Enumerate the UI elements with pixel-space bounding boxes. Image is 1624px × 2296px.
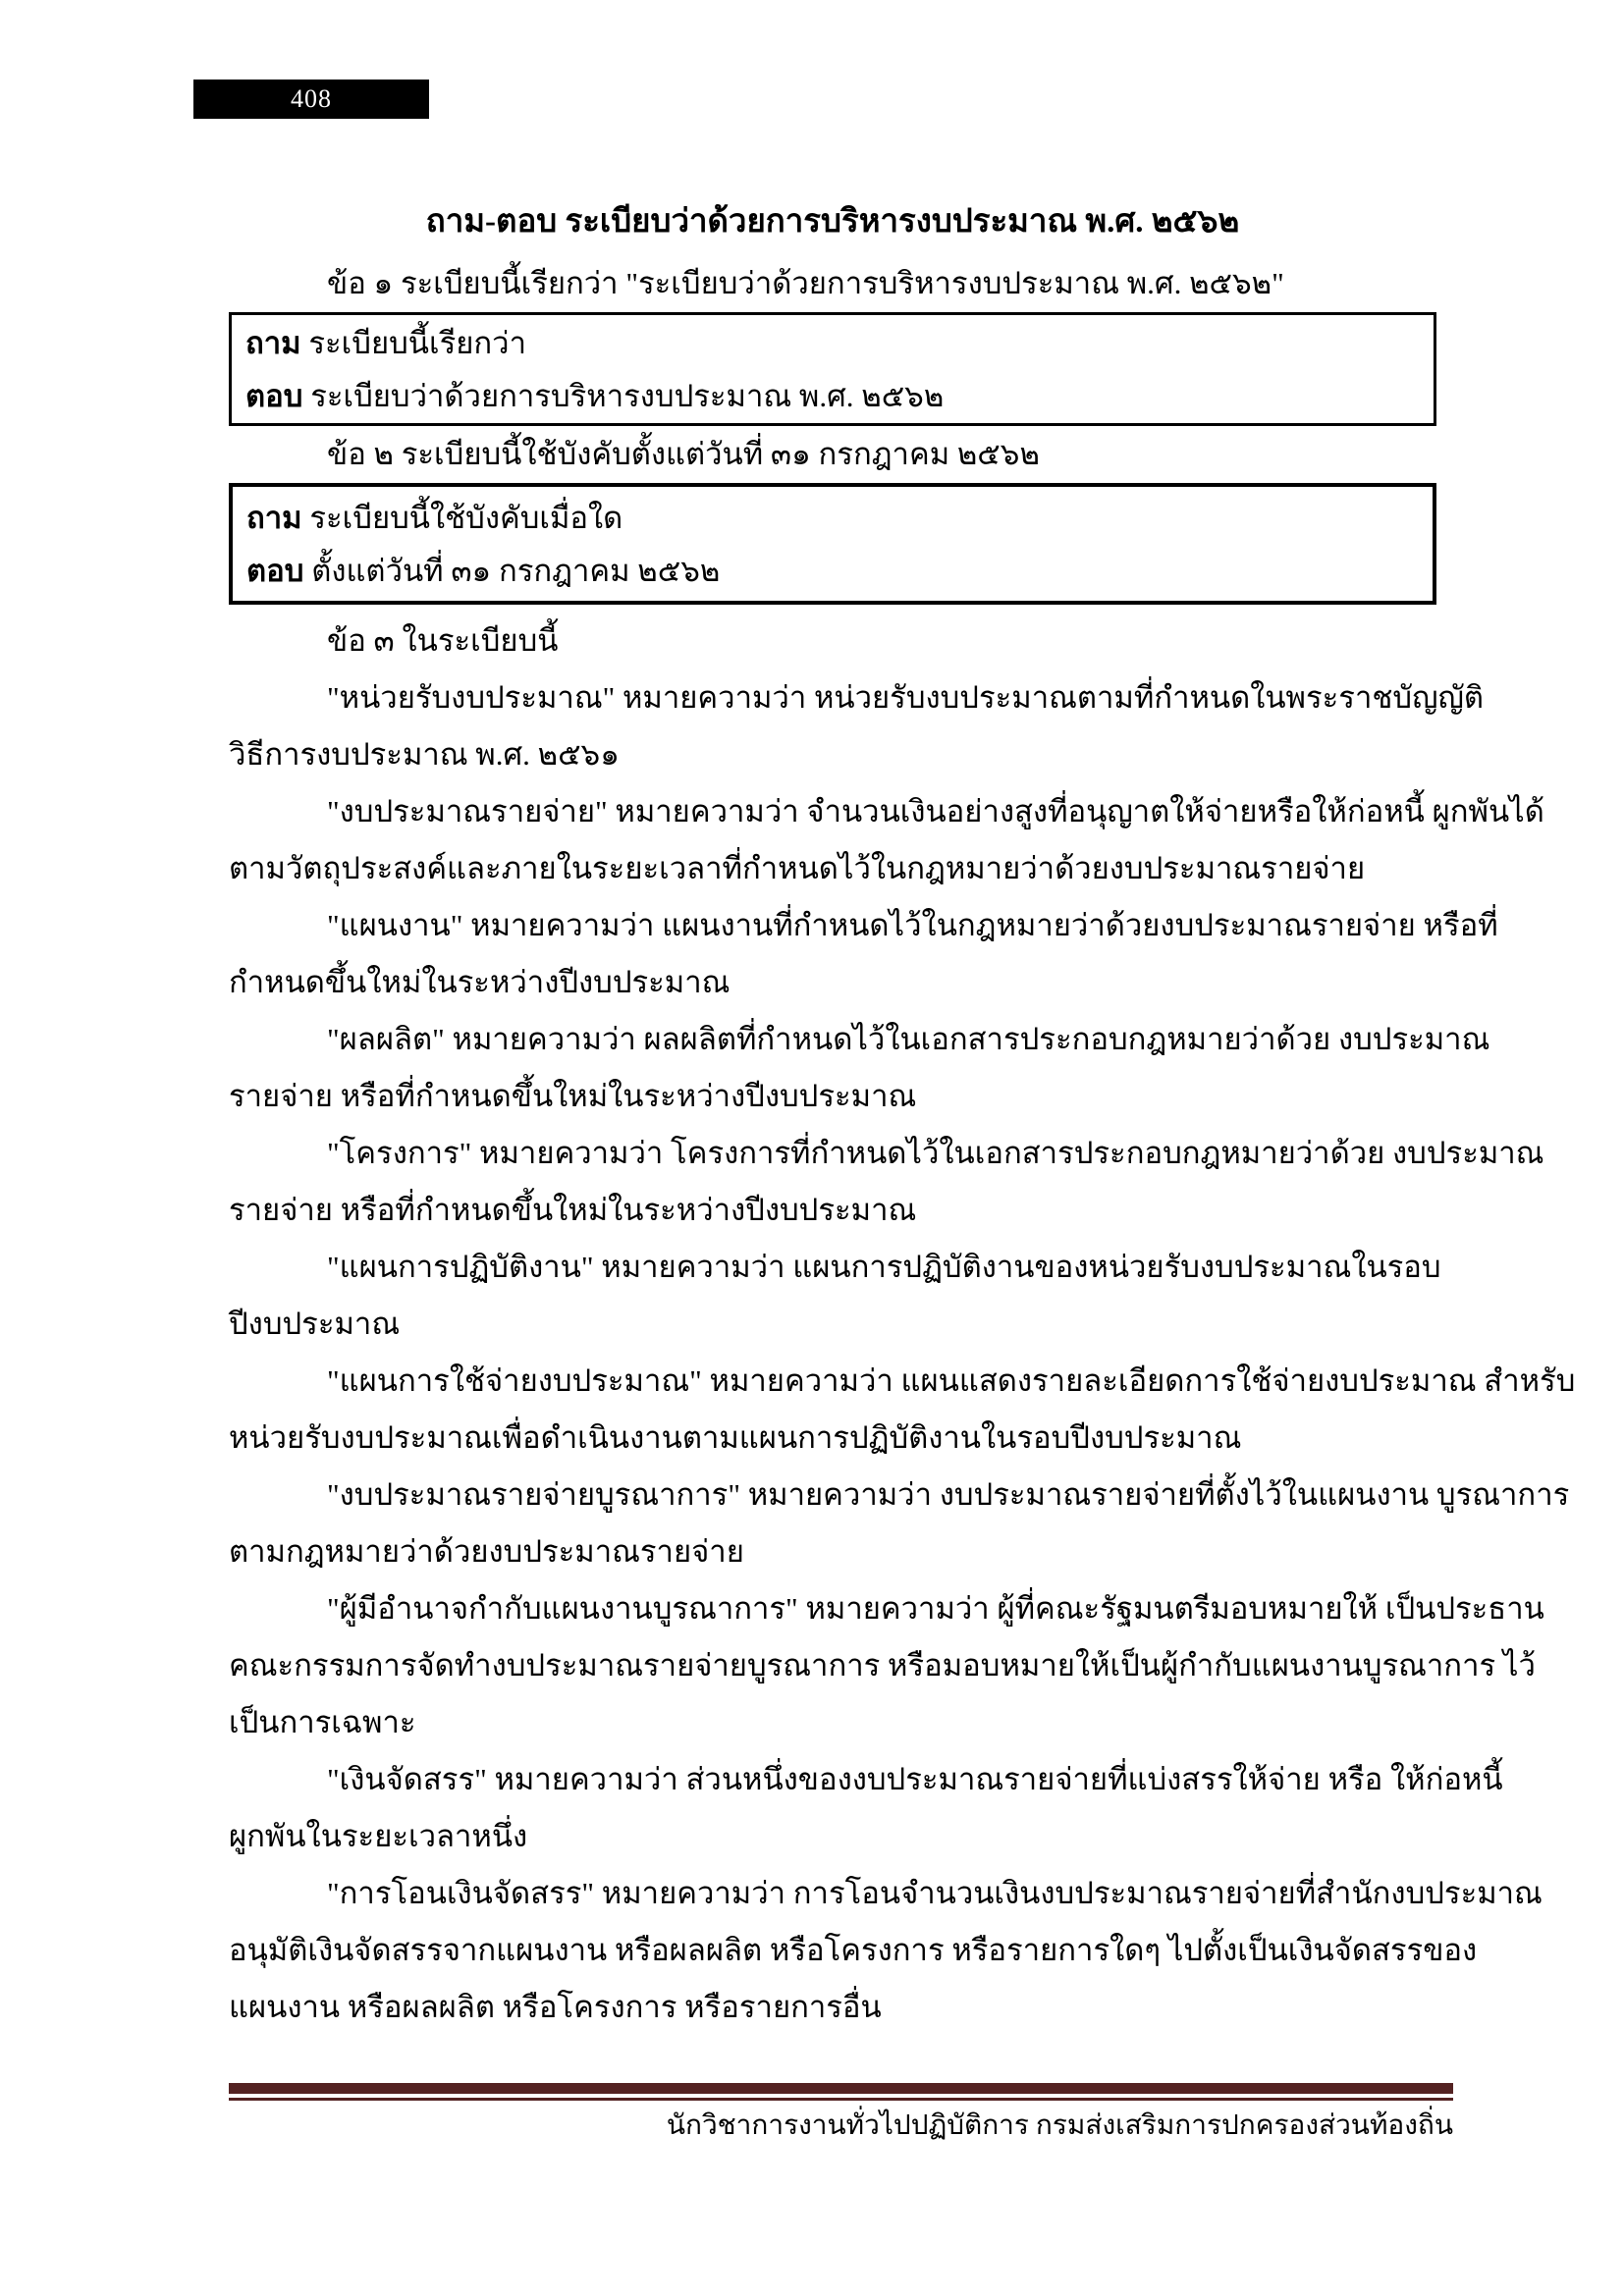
question-label: ถาม (246, 501, 302, 535)
footer-rule-thick (229, 2083, 1453, 2094)
body-line: "แผนการปฏิบัติงาน" หมายความว่า แผนการปฏิบัติงานของหน่วยรับงบประมาณในรอบ (327, 1250, 1441, 1284)
body-line: รายจ่าย หรือที่กำหนดขึ้นใหม่ในระหว่างปีงบประมาณ (229, 1193, 917, 1227)
body-text (229, 613, 1576, 2036)
body-line: "แผนงาน" หมายความว่า แผนงานที่กำหนดไว้ในกฎหมายว่าด้วยงบประมาณรายจ่าย หรือที่ (327, 908, 1498, 942)
question-line (245, 317, 1434, 370)
answer-text: ระเบียบว่าด้วยการบริหารงบประมาณ พ.ศ. ๒๕๖๒ (310, 379, 945, 413)
clause-2-line: ข้อ ๒ ระเบียบนี้ใช้บังคับตั้งแต่วันที่ ๓๑ กรกฎาคม ๒๕๖๒ (327, 437, 1040, 471)
qa-box-1 (229, 312, 1436, 426)
answer-label: ตอบ (246, 554, 304, 588)
body-line: "การโอนเงินจัดสรร" หมายความว่า การโอนจำนวนเงินงบประมาณรายจ่ายที่สำนักงบประมาณ (327, 1876, 1543, 1910)
page-title: ถาม-ตอบ ระเบียบว่าด้วยการบริหารงบประมาณ พ.ศ. ๒๕๖๒ (425, 204, 1240, 240)
qa-box-2 (229, 483, 1436, 605)
body-line: วิธีการงบประมาณ พ.ศ. ๒๕๖๑ (229, 737, 620, 772)
question-text: ระเบียบนี้เรียกว่า (308, 326, 526, 360)
page-footer (229, 2083, 1453, 2144)
clause-1-line: ข้อ ๑ ระเบียบนี้เรียกว่า "ระเบียบว่าด้วยการบริหารงบประมาณ พ.ศ. ๒๕๖๒" (327, 266, 1284, 300)
footer-rule-thin (229, 2098, 1453, 2101)
page-number-box (193, 80, 429, 119)
body-line: "เงินจัดสรร" หมายความว่า ส่วนหนึ่งของงบประมาณรายจ่ายที่แบ่งสรรให้จ่าย หรือ ให้ก่อหนี้ (327, 1762, 1503, 1796)
body-line: "ผลผลิต" หมายความว่า ผลผลิตที่กำหนดไว้ในเอกสารประกอบกฎหมายว่าด้วย งบประมาณ (327, 1022, 1490, 1056)
answer-label: ตอบ (245, 379, 303, 413)
answer-line (246, 545, 1433, 598)
body-line: เป็นการเฉพาะ (229, 1705, 416, 1739)
question-text: ระเบียบนี้ใช้บังคับเมื่อใด (309, 501, 623, 535)
body-line: "ผู้มีอำนาจกำกับแผนงานบูรณาการ" หมายความว่า ผู้ที่คณะรัฐมนตรีมอบหมายให้ เป็นประธาน (327, 1591, 1544, 1626)
body-line: ผูกพันในระยะเวลาหนึ่ง (229, 1819, 528, 1853)
question-label: ถาม (245, 326, 301, 360)
body-line: คณะกรรมการจัดทำงบประมาณรายจ่ายบูรณาการ หรือมอบหมายให้เป็นผู้กำกับแผนงานบูรณาการ ไว้ (229, 1648, 1536, 1682)
page-number: 408 (291, 84, 332, 113)
body-line: "หน่วยรับงบประมาณ" หมายความว่า หน่วยรับงบประมาณตามที่กำหนดในพระราชบัญญัติ (327, 680, 1485, 715)
body-line: กำหนดขึ้นใหม่ในระหว่างปีงบประมาณ (229, 965, 731, 999)
body-line: ปีงบประมาณ (229, 1307, 401, 1341)
answer-line (245, 370, 1434, 423)
body-line: ข้อ ๓ ในระเบียบนี้ (327, 623, 559, 658)
body-line: รายจ่าย หรือที่กำหนดขึ้นใหม่ในระหว่างปีงบประมาณ (229, 1079, 917, 1113)
body-line: "งบประมาณรายจ่ายบูรณาการ" หมายความว่า งบประมาณรายจ่ายที่ตั้งไว้ในแผนงาน บูรณาการ (327, 1477, 1570, 1512)
body-line: "งบประมาณรายจ่าย" หมายความว่า จำนวนเงินอย่างสูงที่อนุญาตให้จ่ายหรือให้ก่อหนี้ ผูกพันได้ (327, 794, 1544, 828)
body-line: ตามวัตถุประสงค์และภายในระยะเวลาที่กำหนดไว้ในกฎหมายว่าด้วยงบประมาณรายจ่าย (229, 851, 1366, 885)
question-line (246, 492, 1433, 545)
body-line: อนุมัติเงินจัดสรรจากแผนงาน หรือผลผลิต หรือโครงการ หรือรายการใดๆ ไปตั้งเป็นเงินจัดสรรของ (229, 1933, 1478, 1967)
body-line: "โครงการ" หมายความว่า โครงการที่กำหนดไว้ในเอกสารประกอบกฎหมายว่าด้วย งบประมาณ (327, 1136, 1544, 1170)
body-line: แผนงาน หรือผลผลิต หรือโครงการ หรือรายการอื่น (229, 1990, 882, 2024)
body-line: ตามกฎหมายว่าด้วยงบประมาณรายจ่าย (229, 1534, 744, 1569)
answer-text: ตั้งแต่วันที่ ๓๑ กรกฎาคม ๒๕๖๒ (311, 554, 721, 588)
body-line: หน่วยรับงบประมาณเพื่อดำเนินงานตามแผนการปฏิบัติงานในรอบปีงบประมาณ (229, 1420, 1242, 1455)
footer-credit: นักวิชาการงานทั่วไปปฏิบัติการ กรมส่งเสริมการปกครองส่วนท้องถิ่น (666, 2110, 1453, 2141)
body-line: "แผนการใช้จ่ายงบประมาณ" หมายความว่า แผนแสดงรายละเอียดการใช้จ่ายงบประมาณ สำหรับ (327, 1363, 1576, 1398)
document-content (229, 196, 1576, 2036)
